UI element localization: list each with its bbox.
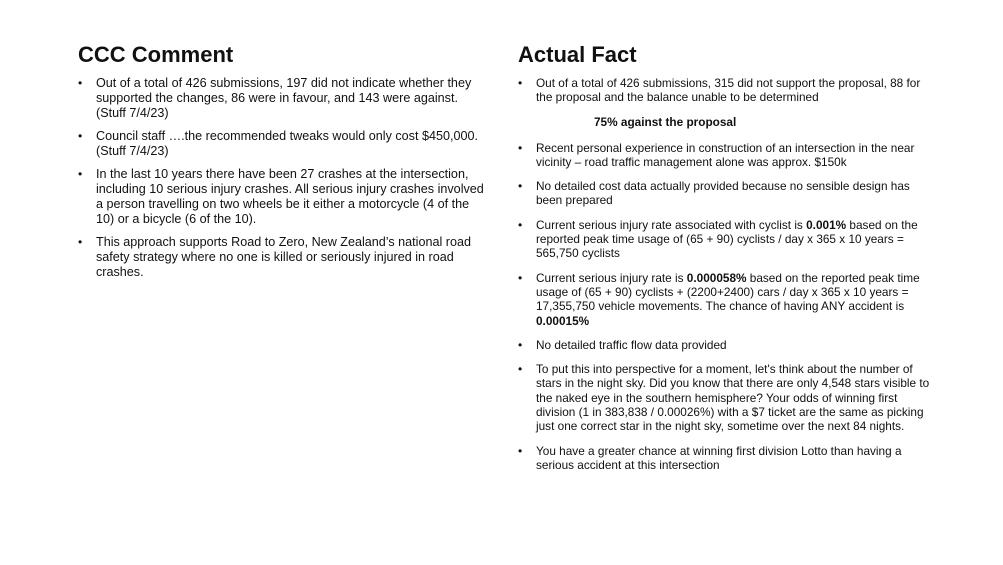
fact-bullet-cyclist-rate-value: 0.001% [806,217,847,232]
fact-bullet-cyclist-rate-post: based on the reported peak time usage of (65 + 90) cyclists / day x 365 x 10 years = 565,750 cyclists [536,217,918,261]
fact-bullet-stars-perspective: • To put this into perspective for a moment, let's think about the number of stars in the night sky. Did you know that there are only 4,548 stars visible to the naked eye in the southern hemisphere? Your odds of winning first division (1 in 383,838 / 0.00026%) with a $7 ticket are the same as picking just one correct star in the night sky, sometime over the next 84 nights. [518,362,938,433]
ccc-comment-list [78,76,488,280]
ccc-bullet-crashes: • In the last 10 years there have been 27 crashes at the intersection, including 10 serious injury crashes. All serious injury crashes involved a person travelling on two wheels be it either a motorcycle (4 of the 10) or a bicycle (6 of the 10). [78,167,488,227]
ccc-comment-heading: CCC Comment [78,42,234,67]
fact-highlight-percentage: 75% against the proposal [594,114,737,129]
actual-fact-list-2 [518,141,938,473]
ccc-bullet-submissions: • Out of a total of 426 submissions, 197 did not indicate whether they supported the changes, 86 were in favour, and 143 were against. (Stuff 7/4/23) [78,76,488,121]
fact-bullet-cyclist-rate [518,218,938,261]
fact-bullet-vehicle-rate-value: 0.000058% [686,270,747,285]
ccc-bullet-cost: • Council staff ….the recommended tweaks would only cost $450,000. (Stuff 7/4/23) [78,129,488,159]
fact-bullet-submissions: • Out of a total of 426 submissions, 315 did not support the proposal, 88 for the proposal and the balance unable to be determined [518,76,938,105]
actual-fact-heading: Actual Fact [518,42,637,67]
fact-bullet-no-cost-data: • No detailed cost data actually provided because no sensible design has been prepared [518,179,938,208]
ccc-comment-column [78,40,488,288]
fact-bullet-experience: • Recent personal experience in construction of an intersection in the near vicinity – road traffic management alone was approx. $150k [518,141,938,170]
fact-bullet-vehicle-rate-pre: Current serious injury rate is [536,270,687,285]
actual-fact-column [518,40,938,482]
fact-bullet-accident-chance-value: 0.00015% [536,313,590,328]
ccc-bullet-road-to-zero: • This approach supports Road to Zero, New Zealand’s national road safety strategy where no one is killed or seriously injured in road crashes. [78,235,488,280]
actual-fact-list [518,76,938,105]
fact-bullet-vehicle-rate-mid: based on the reported peak time usage of (65 + 90) cyclists + (2200+2400) cars / day x 365 x 10 years = 17,355,750 vehicle movements. The chance of having ANY accident is [536,270,920,314]
fact-bullet-lotto-chance: • You have a greater chance at winning first division Lotto than having a serious accident at this intersection [518,444,938,473]
fact-bullet-no-traffic-data: • No detailed traffic flow data provided [518,338,938,352]
fact-bullet-vehicle-rate [518,271,938,328]
fact-bullet-cyclist-rate-pre: Current serious injury rate associated with cyclist is [536,217,807,232]
